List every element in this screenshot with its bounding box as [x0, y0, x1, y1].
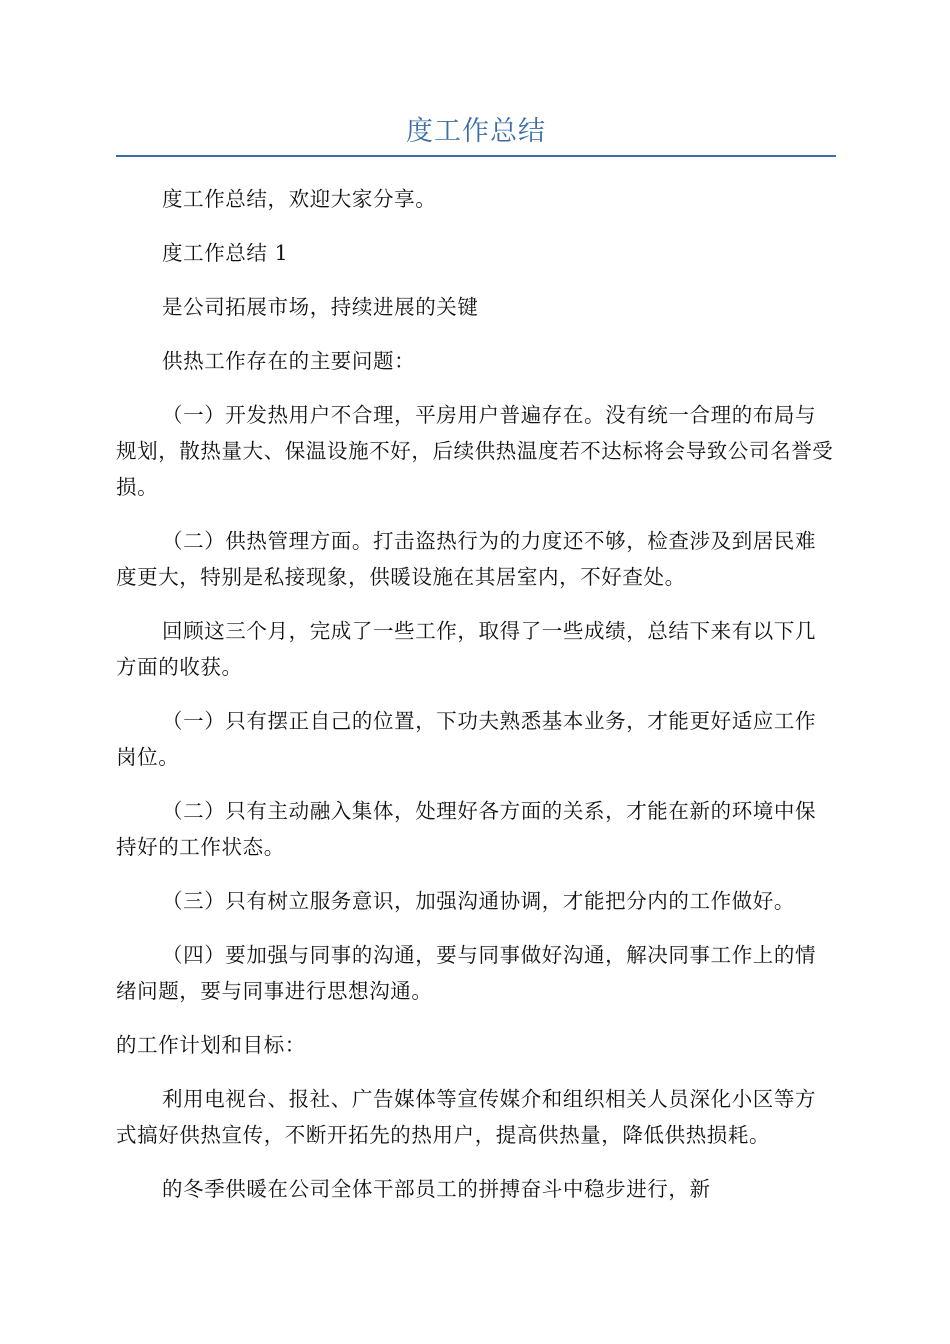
paragraph: 度工作总结，欢迎大家分享。: [162, 187, 437, 211]
paragraph: （二）只有主动融入集体，处理好各方面的关系，才能在新的环境中保持好的工作状态。: [116, 799, 817, 859]
paragraph: 是公司拓展市场，持续进展的关键: [162, 295, 479, 319]
document-title: 度工作总结: [406, 116, 546, 147]
document-page: [116, 112, 836, 1225]
paragraph: （一）只有摆正自己的位置，下功夫熟悉基本业务，才能更好适应工作岗位。: [116, 709, 817, 769]
paragraph: （四）要加强与同事的沟通，要与同事做好沟通，解决同事工作上的情绪问题，要与同事进行思想沟通。: [116, 943, 817, 1003]
paragraph: 利用电视台、报社、广告媒体等宣传媒介和组织相关人员深化小区等方式搞好供热宣传，不断开拓先的热用户，提高供热量，降低供热损耗。: [116, 1087, 817, 1147]
section-heading: 度工作总结 1: [162, 241, 289, 265]
title-underline: [116, 155, 836, 157]
paragraph: （二）供热管理方面。打击盗热行为的力度还不够，检查涉及到居民难度更大，特别是私接现象，供暖设施在其居室内，不好查处。: [116, 529, 817, 589]
paragraph: 回顾这三个月，完成了一些工作，取得了一些成绩，总结下来有以下几方面的收获。: [116, 619, 817, 679]
paragraph: 的工作计划和目标：: [116, 1033, 306, 1057]
paragraph: （三）只有树立服务意识，加强沟通协调，才能把分内的工作做好。: [162, 889, 795, 913]
paragraph: （一）开发热用户不合理，平房用户普遍存在。没有统一合理的布局与规划，散热量大、保温设施不好，后续供热温度若不达标将会导致公司名誉受损。: [116, 403, 834, 499]
paragraph: 的冬季供暖在公司全体干部员工的拼搏奋斗中稳步进行，新: [162, 1177, 711, 1201]
paragraph: 供热工作存在的主要问题：: [162, 349, 416, 373]
